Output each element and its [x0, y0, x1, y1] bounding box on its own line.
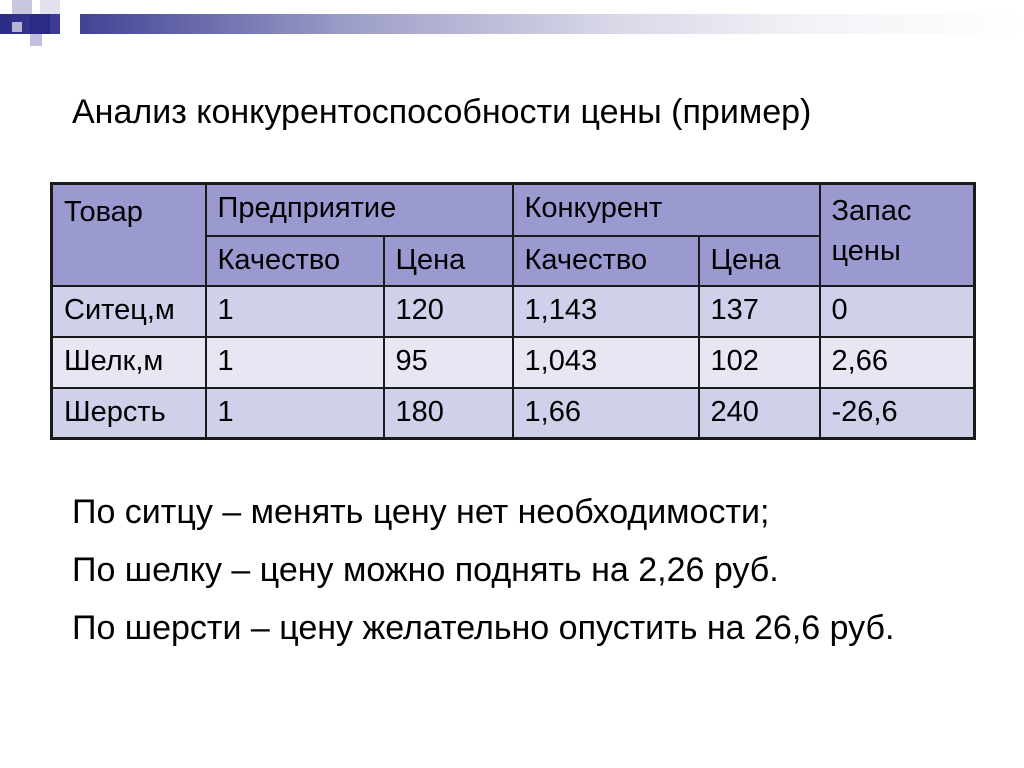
cell-enterprise-quality: 1	[206, 388, 384, 439]
cell-enterprise-quality: 1	[206, 286, 384, 337]
cell-price-reserve: 2,66	[820, 337, 975, 388]
cell-enterprise-price: 95	[384, 337, 513, 388]
decor-square	[30, 34, 42, 46]
cell-enterprise-price: 180	[384, 388, 513, 439]
decor-square	[40, 0, 60, 14]
table-row	[52, 337, 975, 388]
decor-square	[12, 22, 22, 32]
header-gradient-bar	[0, 14, 1024, 34]
decor-square	[12, 0, 32, 14]
cell-competitor-quality: 1,143	[513, 286, 699, 337]
conclusion-item: По ситцу – менять цену нет необходимости;	[72, 493, 770, 531]
header-enterprise-quality: Качество	[206, 236, 384, 286]
cell-price-reserve: -26,6	[820, 388, 975, 439]
header-enterprise-price: Цена	[384, 236, 513, 286]
cell-competitor-price: 102	[699, 337, 820, 388]
slide-title: Анализ конкурентоспособности цены (пример)	[72, 93, 812, 131]
table-header-row	[52, 184, 975, 236]
conclusion-item: По шелку – цену можно поднять на 2,26 руб.	[72, 551, 779, 589]
decor-square	[60, 14, 80, 34]
cell-product: Ситец,м	[52, 286, 206, 337]
cell-competitor-quality: 1,043	[513, 337, 699, 388]
price-competitiveness-table	[50, 182, 976, 440]
table-row	[52, 388, 975, 439]
conclusions	[72, 490, 972, 650]
decor-square	[30, 14, 50, 34]
cell-product: Шерсть	[52, 388, 206, 439]
header-competitor-price: Цена	[699, 236, 820, 286]
cell-competitor-price: 240	[699, 388, 820, 439]
cell-competitor-price: 137	[699, 286, 820, 337]
cell-enterprise-quality: 1	[206, 337, 384, 388]
cell-product: Шелк,м	[52, 337, 206, 388]
header-product: Товар	[52, 184, 206, 286]
header-competitor: Конкурент	[513, 184, 820, 236]
cell-price-reserve: 0	[820, 286, 975, 337]
cell-competitor-quality: 1,66	[513, 388, 699, 439]
header-enterprise: Предприятие	[206, 184, 513, 236]
header-price-reserve: Запас цены	[820, 184, 975, 286]
conclusion-item: По шерсти – цену желательно опустить на 26,6 руб.	[72, 609, 895, 647]
table-row	[52, 286, 975, 337]
header-competitor-quality: Качество	[513, 236, 699, 286]
cell-enterprise-price: 120	[384, 286, 513, 337]
